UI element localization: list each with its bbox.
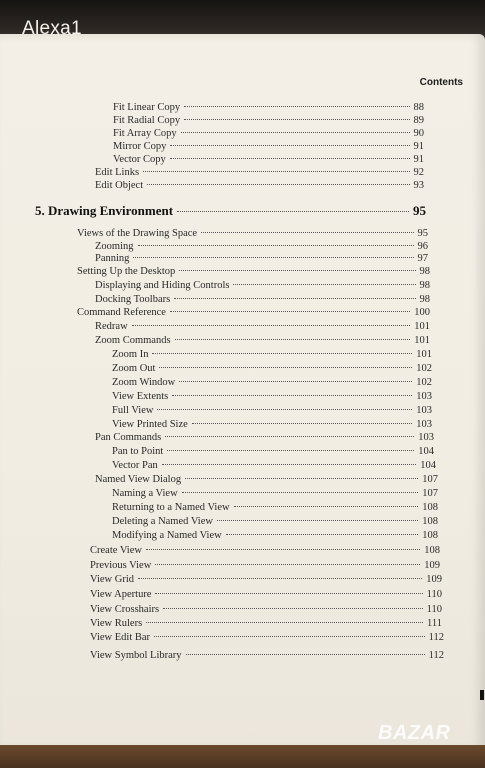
toc-entry bbox=[112, 529, 438, 542]
toc-entry-title: Create View bbox=[90, 545, 142, 556]
toc-entry-title: Zoom In bbox=[112, 349, 149, 360]
toc-entry bbox=[112, 376, 432, 389]
toc-entry-page: 101 bbox=[414, 335, 430, 346]
toc-entry bbox=[90, 617, 442, 630]
toc-entry bbox=[90, 649, 444, 662]
toc-entry-page: 90 bbox=[413, 128, 424, 139]
toc-entry-page: 93 bbox=[413, 180, 424, 191]
toc-entry-page: 104 bbox=[420, 460, 436, 471]
watermark-bottom: BAZAR bbox=[378, 722, 451, 744]
dot-leader bbox=[159, 367, 412, 368]
dot-leader bbox=[184, 106, 409, 107]
toc-entry-page: 98 bbox=[419, 266, 430, 277]
toc-entry-title: Zoom Commands bbox=[95, 335, 171, 346]
toc-entry bbox=[113, 127, 424, 140]
watermark-top: Alexa1 bbox=[22, 18, 82, 39]
toc-entry bbox=[112, 418, 432, 431]
toc-entry-page: 112 bbox=[428, 650, 444, 661]
toc-entry bbox=[90, 631, 444, 644]
dot-leader bbox=[234, 506, 419, 507]
toc-entry-title: Zoom Out bbox=[112, 363, 156, 374]
toc-entry-page: 108 bbox=[422, 502, 438, 513]
dot-leader bbox=[165, 436, 414, 437]
toc-entry-title: Setting Up the Desktop bbox=[77, 266, 176, 277]
toc-entry-title: Previous View bbox=[90, 560, 152, 571]
dot-leader bbox=[170, 145, 409, 146]
toc-entry-title: Full View bbox=[112, 405, 154, 416]
toc-entry bbox=[112, 362, 432, 375]
toc-entry-title: Edit Links bbox=[95, 167, 140, 178]
toc-entry-title: Vector Pan bbox=[112, 460, 158, 471]
toc-entry bbox=[112, 404, 432, 417]
dot-leader bbox=[201, 232, 413, 233]
dot-leader bbox=[170, 311, 410, 312]
toc-entry bbox=[95, 293, 430, 306]
toc-entry-title: Zoom Window bbox=[112, 377, 176, 388]
toc-entry bbox=[90, 588, 442, 601]
toc-entry bbox=[95, 334, 430, 347]
toc-entry-page: 108 bbox=[422, 516, 438, 527]
toc-entry-page: 98 bbox=[419, 294, 430, 305]
dot-leader bbox=[143, 171, 409, 172]
toc-entry-title: Displaying and Hiding Controls bbox=[95, 280, 230, 291]
toc-entry-title: Modifying a Named View bbox=[112, 530, 222, 541]
running-head: Contents bbox=[419, 77, 463, 88]
toc-entry-title: Naming a View bbox=[112, 488, 178, 499]
dot-leader bbox=[174, 298, 415, 299]
toc-entry-title: Zooming bbox=[95, 241, 134, 252]
dot-leader bbox=[133, 257, 413, 258]
toc-entry-title: Pan Commands bbox=[95, 432, 162, 443]
toc-entry-page: 109 bbox=[424, 560, 440, 571]
dot-leader bbox=[192, 423, 412, 424]
toc-entry-title: View Extents bbox=[112, 391, 169, 402]
dot-leader bbox=[138, 578, 422, 579]
toc-entry-title: Redraw bbox=[95, 321, 128, 332]
toc-entry bbox=[112, 348, 432, 361]
toc-entry-title: View Aperture bbox=[90, 589, 152, 600]
dot-leader bbox=[138, 245, 414, 246]
dot-leader bbox=[170, 158, 410, 159]
dot-leader bbox=[162, 464, 416, 465]
dot-leader bbox=[157, 409, 412, 410]
dot-leader bbox=[179, 270, 415, 271]
toc-entry bbox=[77, 306, 430, 319]
toc-entry bbox=[112, 459, 436, 472]
toc-entry bbox=[112, 390, 432, 403]
toc-entry-page: 101 bbox=[416, 349, 432, 360]
page-edge-mark bbox=[480, 690, 484, 700]
toc-entry bbox=[77, 227, 428, 240]
dot-leader bbox=[185, 478, 418, 479]
toc-entry-page: 110 bbox=[426, 604, 442, 615]
toc-entry-title: Views of the Drawing Space bbox=[77, 228, 198, 239]
toc-entry-page: 92 bbox=[413, 167, 424, 178]
toc-entry-title: Pan to Point bbox=[112, 446, 164, 457]
toc-entry-page: 100 bbox=[414, 307, 430, 318]
dot-leader bbox=[132, 325, 411, 326]
toc-entry-title: View Grid bbox=[90, 574, 134, 585]
toc-entry-page: 104 bbox=[418, 446, 434, 457]
dot-leader bbox=[172, 395, 412, 396]
toc-entry-title: Fit Array Copy bbox=[113, 128, 177, 139]
toc-entry-title: View Edit Bar bbox=[90, 632, 151, 643]
toc-entry-page: 110 bbox=[426, 589, 442, 600]
toc-entry-title: Mirror Copy bbox=[113, 141, 167, 152]
toc-entry-page: 108 bbox=[424, 545, 440, 556]
toc-entry-page: 107 bbox=[422, 474, 438, 485]
toc-entry-page: 95 bbox=[413, 203, 426, 218]
toc-entry-title: Docking Toolbars bbox=[95, 294, 171, 305]
dot-leader bbox=[155, 593, 422, 594]
toc-entry-title: Named View Dialog bbox=[95, 474, 182, 485]
dot-leader bbox=[179, 381, 412, 382]
dot-leader bbox=[154, 636, 425, 637]
toc-entry bbox=[113, 153, 424, 166]
toc-entry-title: View Symbol Library bbox=[90, 650, 182, 661]
dot-leader bbox=[217, 520, 418, 521]
toc-entry-page: 108 bbox=[422, 530, 438, 541]
toc-entry-title: Vector Copy bbox=[113, 154, 166, 165]
toc-entry bbox=[95, 473, 438, 486]
toc-entry bbox=[77, 265, 430, 278]
dot-leader bbox=[177, 211, 409, 212]
toc-chapter-heading bbox=[35, 204, 426, 217]
toc-entry-title: Deleting a Named View bbox=[112, 516, 213, 527]
toc-entry-page: 111 bbox=[427, 618, 442, 629]
toc-entry-title: Returning to a Named View bbox=[112, 502, 230, 513]
toc-entry-page: 102 bbox=[416, 363, 432, 374]
toc-entry-page: 91 bbox=[413, 141, 424, 152]
toc-entry-page: 103 bbox=[418, 432, 434, 443]
dot-leader bbox=[226, 534, 419, 535]
toc-entry-page: 98 bbox=[419, 280, 430, 291]
toc-entry-title: View Rulers bbox=[90, 618, 143, 629]
dot-leader bbox=[155, 564, 420, 565]
toc-entry bbox=[95, 431, 434, 444]
toc-entry-title: 5. Drawing Environment bbox=[35, 203, 174, 218]
dot-leader bbox=[146, 549, 420, 550]
dot-leader bbox=[152, 353, 412, 354]
toc-entry bbox=[95, 252, 428, 265]
toc-entry bbox=[112, 515, 438, 528]
toc-entry-page: 103 bbox=[416, 419, 432, 430]
toc-entry bbox=[95, 279, 430, 292]
toc-entry-page: 101 bbox=[414, 321, 430, 332]
toc-entry bbox=[112, 445, 434, 458]
toc-entry-page: 95 bbox=[417, 228, 428, 239]
toc-entry bbox=[95, 320, 430, 333]
toc-entry bbox=[90, 559, 440, 572]
toc-entry bbox=[112, 501, 438, 514]
dot-leader bbox=[147, 184, 409, 185]
toc-entry-page: 88 bbox=[413, 102, 424, 113]
toc-entry-page: 103 bbox=[416, 391, 432, 402]
toc-entry-page: 112 bbox=[428, 632, 444, 643]
dot-leader bbox=[163, 608, 423, 609]
toc-entry-title: Command Reference bbox=[77, 307, 166, 318]
toc-entry-page: 102 bbox=[416, 377, 432, 388]
toc-entry bbox=[112, 487, 438, 500]
toc-entry bbox=[113, 114, 424, 127]
toc-entry bbox=[90, 603, 442, 616]
dot-leader bbox=[181, 132, 410, 133]
toc-entry-title: Panning bbox=[95, 253, 130, 264]
toc-entry bbox=[90, 573, 442, 586]
toc-entry-page: 107 bbox=[422, 488, 438, 499]
toc-entry-title: View Crosshairs bbox=[90, 604, 160, 615]
toc-entry bbox=[95, 166, 424, 179]
toc-entry bbox=[113, 140, 424, 153]
toc-entry-page: 89 bbox=[413, 115, 424, 126]
toc-entry-page: 103 bbox=[416, 405, 432, 416]
dot-leader bbox=[184, 119, 409, 120]
toc-entry-title: Fit Radial Copy bbox=[113, 115, 181, 126]
dot-leader bbox=[175, 339, 411, 340]
dot-leader bbox=[182, 492, 419, 493]
toc-entry-title: Edit Object bbox=[95, 180, 144, 191]
toc-entry-page: 96 bbox=[417, 241, 428, 252]
toc-entry bbox=[113, 101, 424, 114]
dot-leader bbox=[167, 450, 414, 451]
toc-entry-page: 91 bbox=[413, 154, 424, 165]
dot-leader bbox=[233, 284, 415, 285]
toc-entry-title: Fit Linear Copy bbox=[113, 102, 181, 113]
dot-leader bbox=[146, 622, 423, 623]
toc-entry-title: View Printed Size bbox=[112, 419, 188, 430]
toc-entry bbox=[95, 179, 424, 192]
toc-entry-page: 97 bbox=[417, 253, 428, 264]
dot-leader bbox=[186, 654, 425, 655]
toc-entry-page: 109 bbox=[426, 574, 442, 585]
toc-entry bbox=[90, 544, 440, 557]
